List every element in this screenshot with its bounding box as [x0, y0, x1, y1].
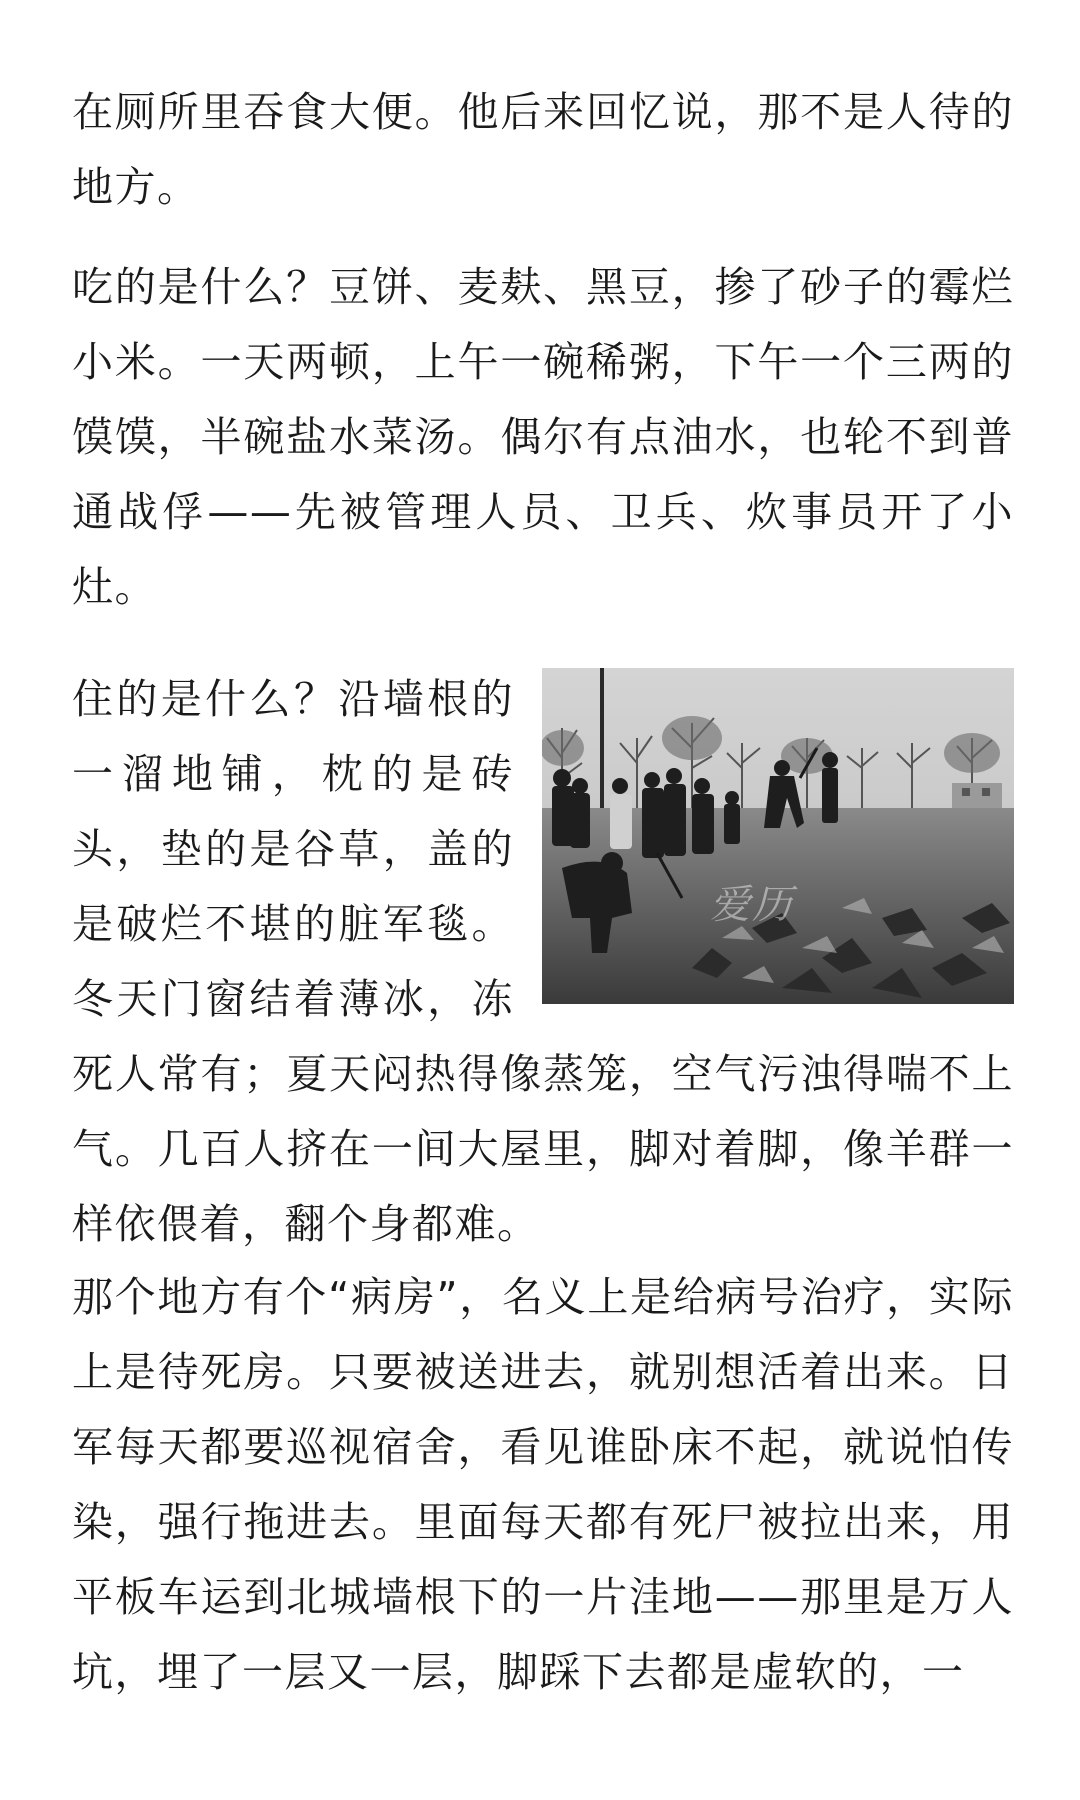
photo-watermark: 爱历: [710, 882, 794, 928]
paragraph-3: 住的是什么？沿墙根的一溜地铺，枕的是砖头，垫的是谷草，盖的是破烂不堪的脏军毯。冬天门窗结着薄冰，冻死人常有；夏天闷热得像蒸笼，空气污浊得喘不上气。几百人挤在一间大屋里，脚对着脚，像羊群一样依偎着，翻个身都难。: [72, 675, 1014, 1248]
article-body: [72, 0, 1014, 1800]
photo-image: [542, 668, 1014, 1004]
paragraph-2: 吃的是什么？豆饼、麦麸、黑豆，掺了砂子的霉烂小米。一天两顿，上午一碗稀粥，下午一个三两的馍馍，半碗盐水菜汤。偶尔有点油水，也轮不到普通战俘——先被管理人员、卫兵、炊事员开了小灶。: [72, 263, 1014, 611]
paragraph-3-block: [72, 662, 1014, 1262]
paragraph-4: 那个地方有个“病房”，名义上是给病号治疗，实际上是待死房。只要被送进去，就别想活着出来。日军每天都要巡视宿舍，看见谁卧床不起，就说怕传染，强行拖进去。里面每天都有死尸被拉出来，用平板车运到北城墙根下的一片洼地——那里是万人坑，埋了一层又一层，脚踩下去都是虚软的，一: [72, 1273, 1014, 1696]
historical-photo[interactable]: [542, 668, 1014, 1004]
paragraph-1: 在厕所里吞食大便。他后来回忆说，那不是人待的地方。: [72, 88, 1014, 211]
